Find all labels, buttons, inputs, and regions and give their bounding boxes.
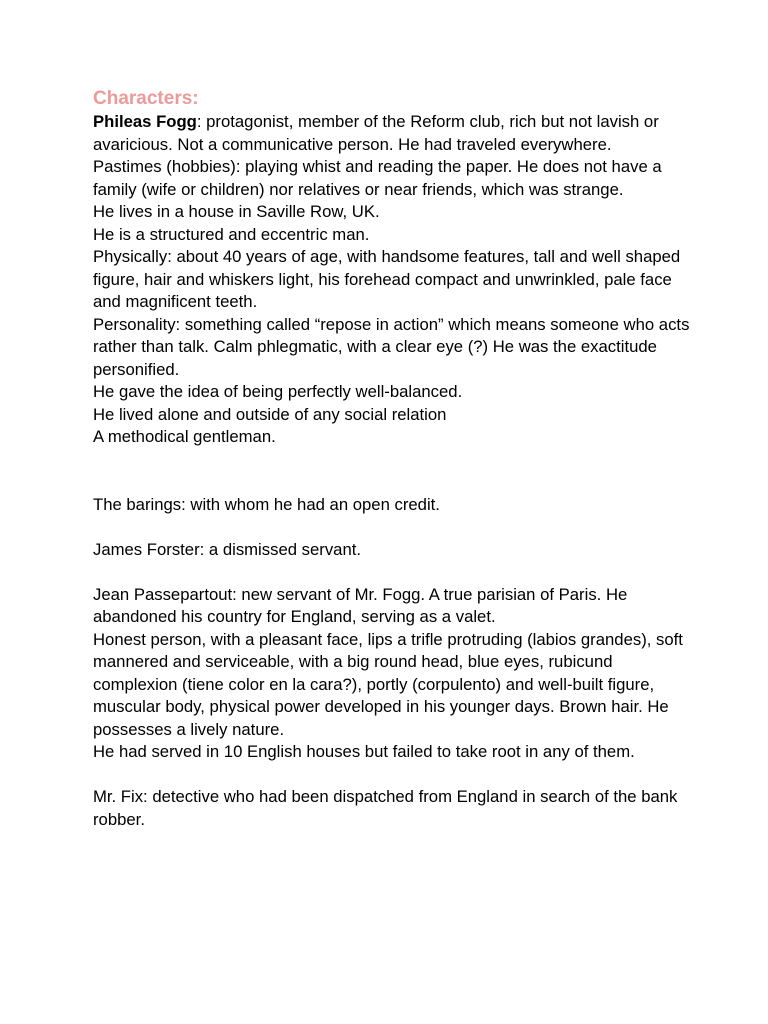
document-page <box>93 87 693 831</box>
spacer <box>93 561 693 584</box>
fix-entry: Mr. Fix: detective who had been dispatched from England in search of the bank robber. <box>93 787 678 829</box>
fogg-personality: Personality: something called “repose in action” which means someone who acts rather than talk. Calm phlegmatic, with a clear eye (?) He was the exactitude personified. <box>93 314 690 379</box>
forster-entry: James Forster: a dismissed servant. <box>93 539 362 559</box>
fogg-intro <box>93 111 693 156</box>
passepartout-intro: Jean Passepartout: new servant of Mr. Fogg. A true parisian of Paris. He abandoned his country for England, serving as a valet. <box>93 584 628 626</box>
barings-entry: The barings: with whom he had an open credit. <box>93 494 440 514</box>
fogg-alone: He lived alone and outside of any social relation <box>93 404 447 424</box>
fogg-name: Phileas Fogg <box>93 112 197 131</box>
fogg-structured: He is a structured and eccentric man. <box>93 224 370 244</box>
fogg-balanced: He gave the idea of being perfectly well-balanced. <box>93 382 463 401</box>
fogg-methodical: A methodical gentleman. <box>93 427 276 446</box>
passepartout-served: He had served in 10 English houses but failed to take root in any of them. <box>93 742 635 761</box>
fogg-physically: Physically: about 40 years of age, with handsome features, tall and well shaped figure, hair and whiskers light, his forehead compact and unwrinkled, pale face and magnificent teeth. <box>93 247 681 311</box>
fogg-intro-text: : protagonist, member of the Reform club, rich but not lavish or avaricious. Not a communicative person. He had traveled everywhere. <box>93 112 659 154</box>
passepartout-description: Honest person, with a pleasant face, lips a trifle protruding (labios grandes), soft mannered and serviceable, with a big round head, blue eyes, rubicund complexion (tiene color en la cara?), portly (corpulento) and well-built figure, muscular body, physical power developed in his younger days. Brown hair. He possesses a lively nature. <box>93 629 683 739</box>
spacer <box>93 764 693 787</box>
spacer <box>93 516 693 539</box>
fogg-pastimes: Pastimes (hobbies): playing whist and reading the paper. He does not have a family (wife or children) nor relatives or near friends, which was strange. <box>93 157 662 199</box>
fogg-house: He lives in a house in Saville Row, UK. <box>93 202 380 221</box>
spacer <box>93 449 693 494</box>
characters-heading: Characters: <box>93 88 199 109</box>
